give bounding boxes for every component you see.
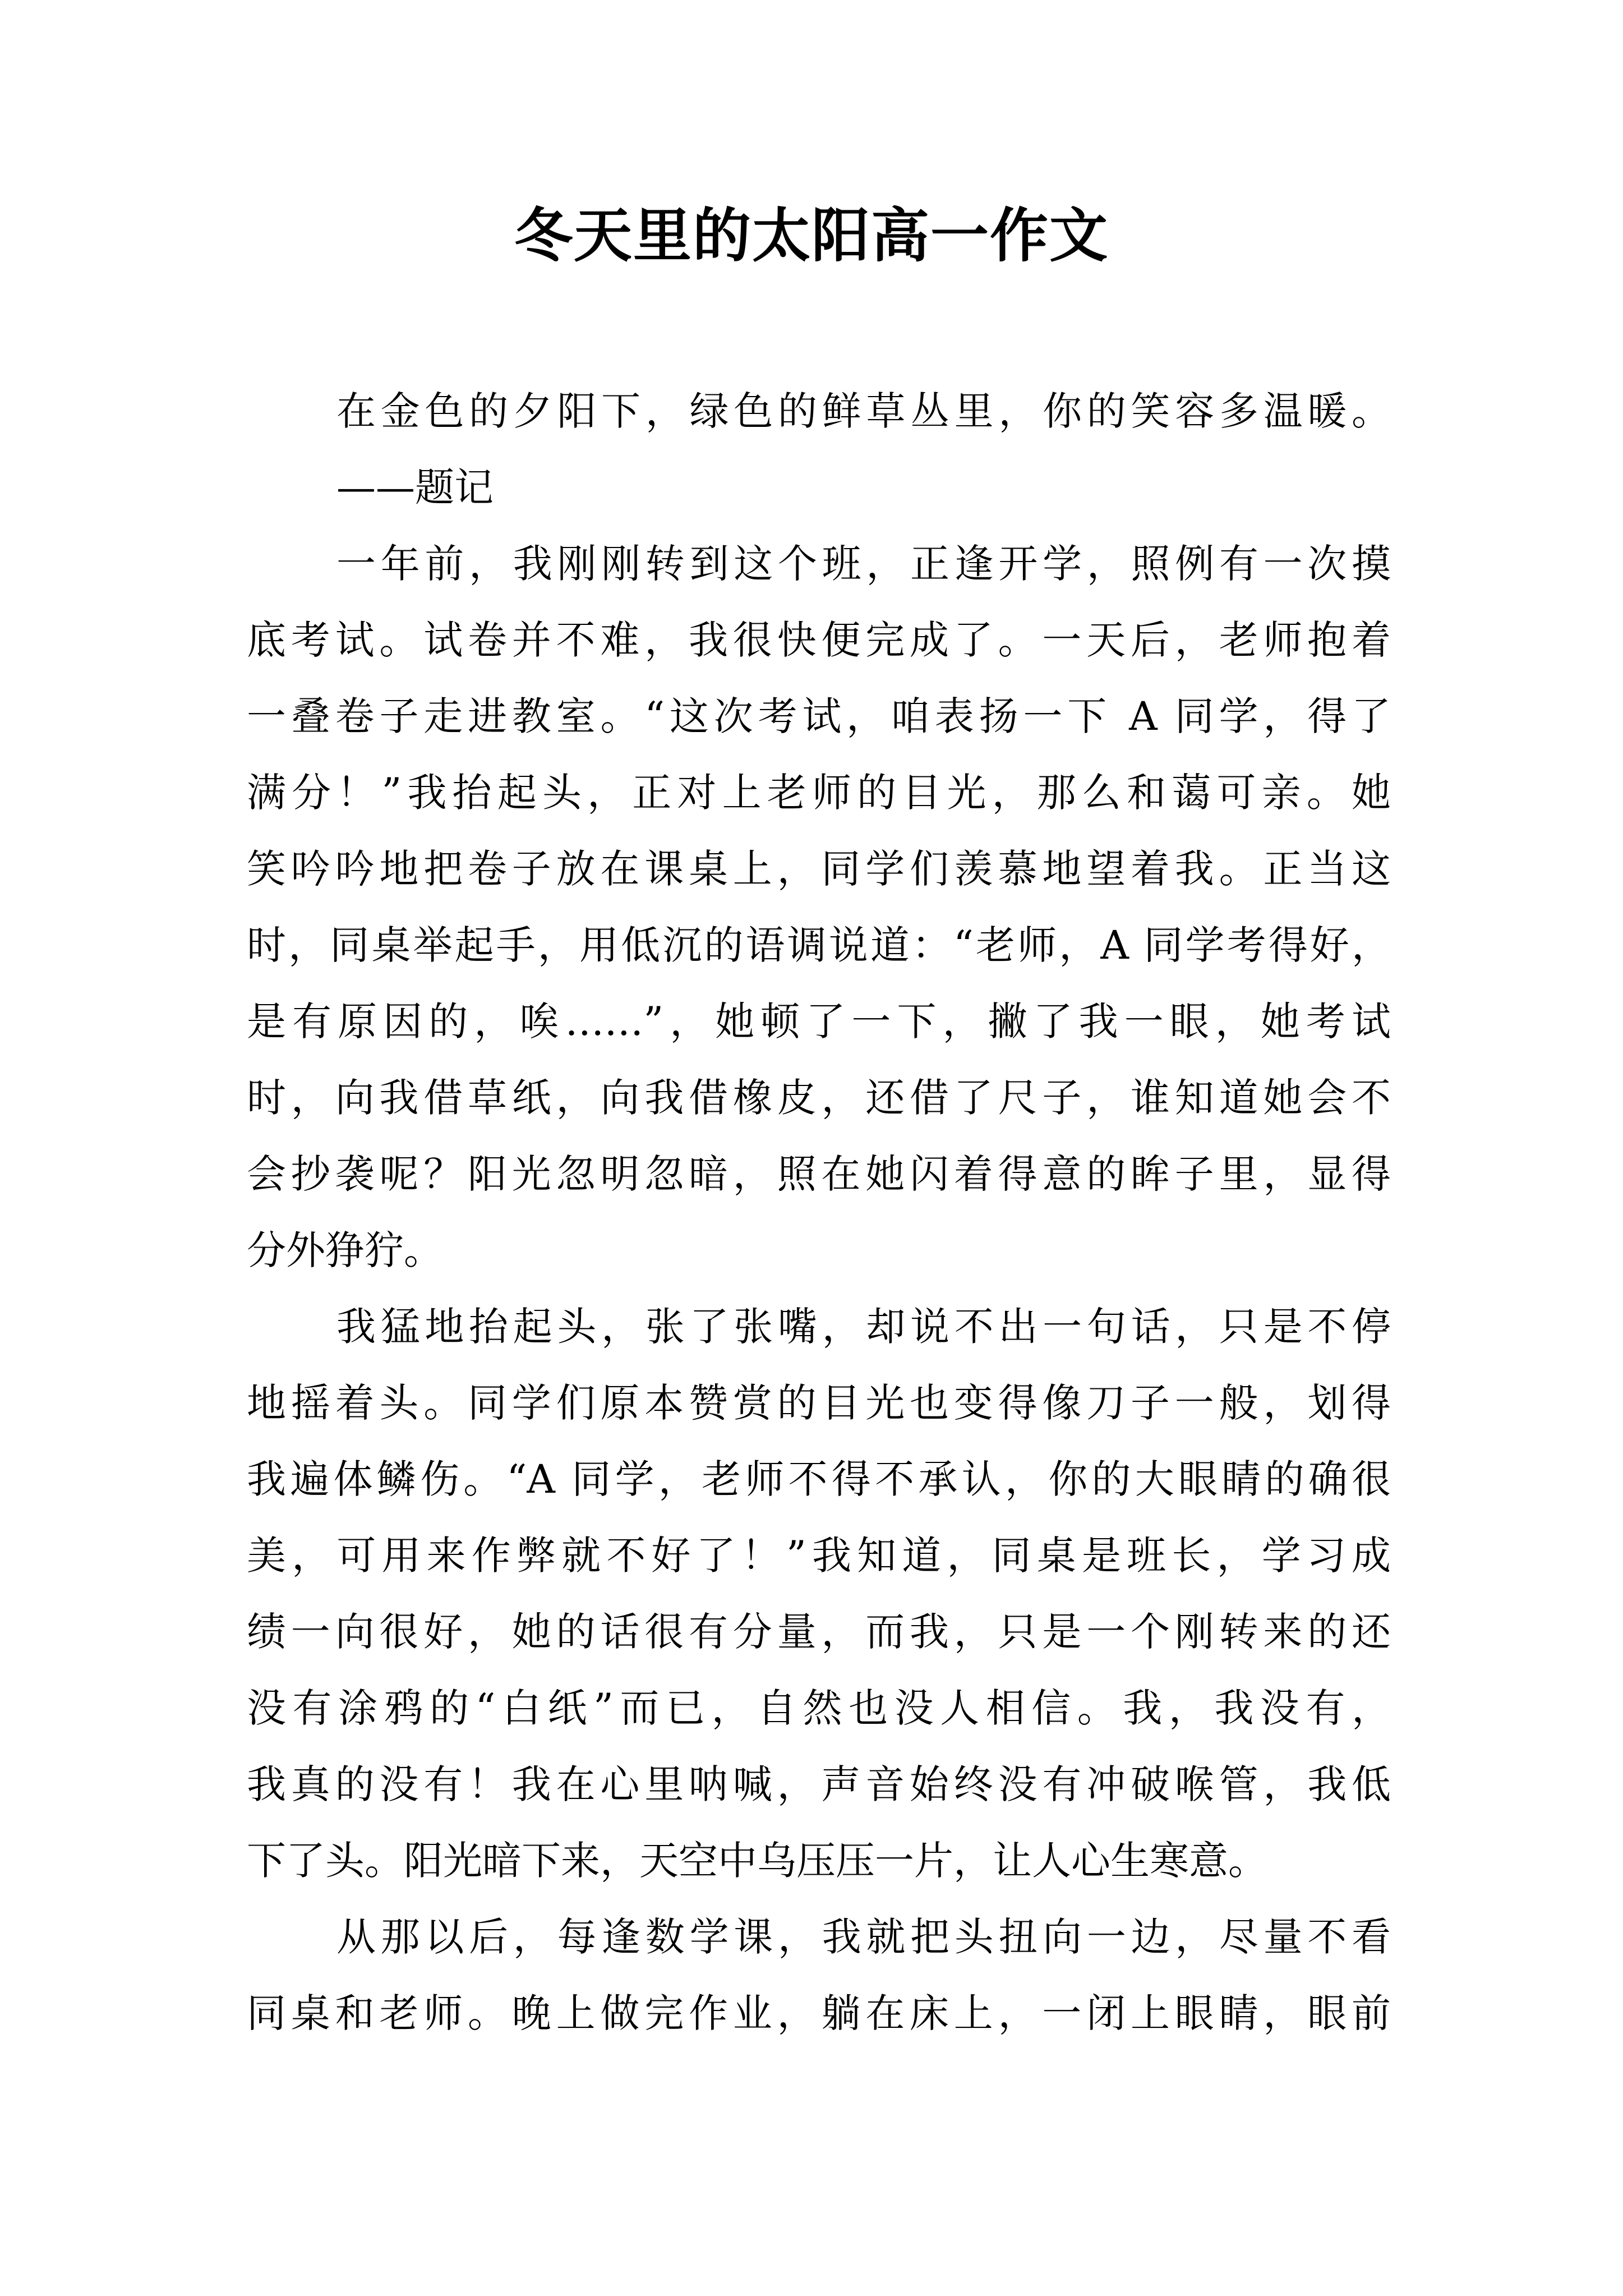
text-line: 笑吟吟地把卷子放在课桌上，同学们羡慕地望着我。正当这 [247, 846, 1391, 892]
text-line: 没有涂鸦的“白纸”而已，自然也没人相信。我，我没有， [247, 1685, 1391, 1731]
text-line: 底考试。试卷并不难，我很快便完成了。一天后，老师抱着 [247, 617, 1391, 663]
text-line: 时，同桌举起手，用低沉的语调说道：“老师，A 同学考得好， [247, 922, 1391, 968]
text-line: 满分！”我抬起头，正对上老师的目光，那么和蔼可亲。她 [247, 770, 1391, 816]
text-line: 从那以后，每逢数学课，我就把头扭向一边，尽量不看 [336, 1914, 1391, 1960]
text-line: 美，可用来作弊就不好了！”我知道，同桌是班长，学习成 [247, 1533, 1391, 1579]
document-title: 冬天里的太阳高一作文 [514, 201, 1109, 270]
text-line: 时，向我借草纸，向我借橡皮，还借了尺子，谁知道她会不 [247, 1075, 1391, 1121]
text-line: 分外狰狞。 [247, 1227, 443, 1273]
text-line: 一年前，我刚刚转到这个班，正逢开学，照例有一次摸 [336, 541, 1391, 587]
text-line: 在金色的夕阳下，绿色的鲜草丛里，你的笑容多温暖。 [336, 388, 1391, 434]
text-line: 会抄袭呢？阳光忽明忽暗，照在她闪着得意的眸子里，显得 [247, 1151, 1391, 1197]
text-line: 是有原因的，唉……”，她顿了一下，撇了我一眼，她考试 [247, 999, 1391, 1045]
text-line: 下了头。阳光暗下来，天空中乌压压一片，让人心生寒意。 [247, 1838, 1267, 1884]
text-line: 一叠卷子走进教室。“这次考试，咱表扬一下 A 同学，得了 [247, 693, 1391, 739]
document-body [247, 373, 1391, 2051]
text-line: 地摇着头。同学们原本赞赏的目光也变得像刀子一般，划得 [247, 1380, 1391, 1426]
text-line: 我遍体鳞伤。“A 同学，老师不得不承认，你的大眼睛的确很 [247, 1456, 1391, 1502]
text-line: ——题记 [336, 464, 494, 510]
text-line: 绩一向很好，她的话很有分量，而我，只是一个刚转来的还 [247, 1609, 1391, 1655]
text-line: 我猛地抬起头，张了张嘴，却说不出一句话，只是不停 [336, 1304, 1391, 1350]
text-line: 我真的没有！我在心里呐喊，声音始终没有冲破喉管，我低 [247, 1761, 1391, 1807]
text-line: 同桌和老师。晚上做完作业，躺在床上，一闭上眼睛，眼前 [247, 1990, 1391, 2036]
